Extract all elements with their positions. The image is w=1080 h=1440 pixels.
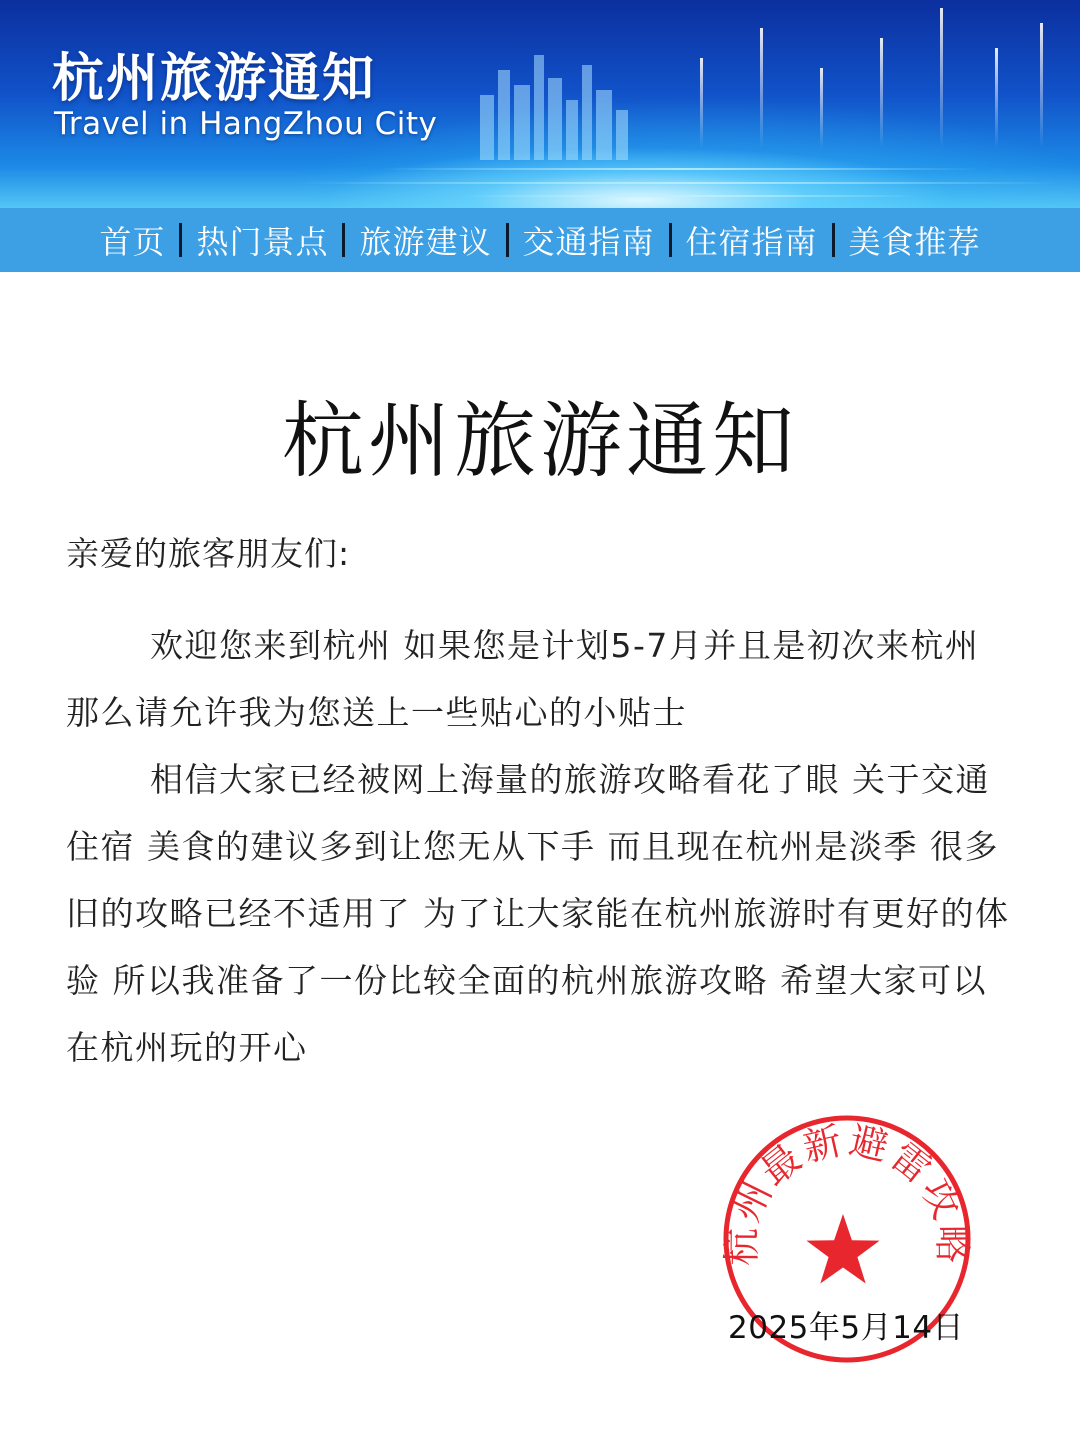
nav-bar (0, 208, 1080, 272)
light-bar (940, 8, 943, 148)
nav-item-food[interactable]: 美食推荐 (848, 223, 981, 261)
nav-item-attractions[interactable]: 热门景点 (196, 223, 329, 261)
light-bar (700, 58, 703, 148)
light-streak (380, 168, 980, 170)
paragraph: 欢迎您来到杭州 如果您是计划5-7月并且是初次来杭州 那么请允许我为您送上一些贴心的小贴士 (66, 626, 980, 732)
light-bar (880, 38, 883, 148)
light-bar (1040, 23, 1043, 148)
paragraph: 相信大家已经被网上海量的旅游攻略看花了眼 关于交通住宿 美食的建议多到让您无从下手 而且现在杭州是淡季 很多旧的攻略已经不适用了 为了让大家能在杭州旅游时有更好的体验 所以我准备了一份比较全面的杭州旅游攻略 希望大家可以在杭州玩的开心 (66, 760, 1010, 1067)
greeting: 亲爱的旅客朋友们: (66, 534, 351, 573)
light-streak (460, 195, 920, 197)
header-banner (0, 0, 1080, 208)
light-bar (820, 68, 823, 148)
document-date: 2025年5月14日 (728, 1310, 965, 1346)
nav-separator (506, 223, 509, 257)
nav-item-home[interactable]: 首页 (99, 223, 166, 261)
document-body (66, 612, 1016, 1081)
light-bar (995, 48, 998, 148)
banner-subtitle: Travel in HangZhou City (54, 106, 438, 142)
nav-separator (832, 223, 835, 257)
city-skyline-graphic (470, 40, 650, 160)
nav-separator (669, 223, 672, 257)
nav-item-transport[interactable]: 交通指南 (522, 223, 655, 261)
nav-item-travel-tips[interactable]: 旅游建议 (359, 223, 492, 261)
seal-text: 杭州最新避雷攻略 (719, 1117, 975, 1267)
document-title: 杭州旅游通知 (281, 394, 798, 489)
light-streak (300, 182, 1060, 184)
light-bar (760, 28, 763, 148)
nav-separator (342, 223, 345, 257)
nav-item-lodging[interactable]: 住宿指南 (685, 223, 818, 261)
nav-separator (179, 223, 182, 257)
star-icon (806, 1214, 879, 1284)
banner-title: 杭州旅游通知 (52, 49, 377, 109)
